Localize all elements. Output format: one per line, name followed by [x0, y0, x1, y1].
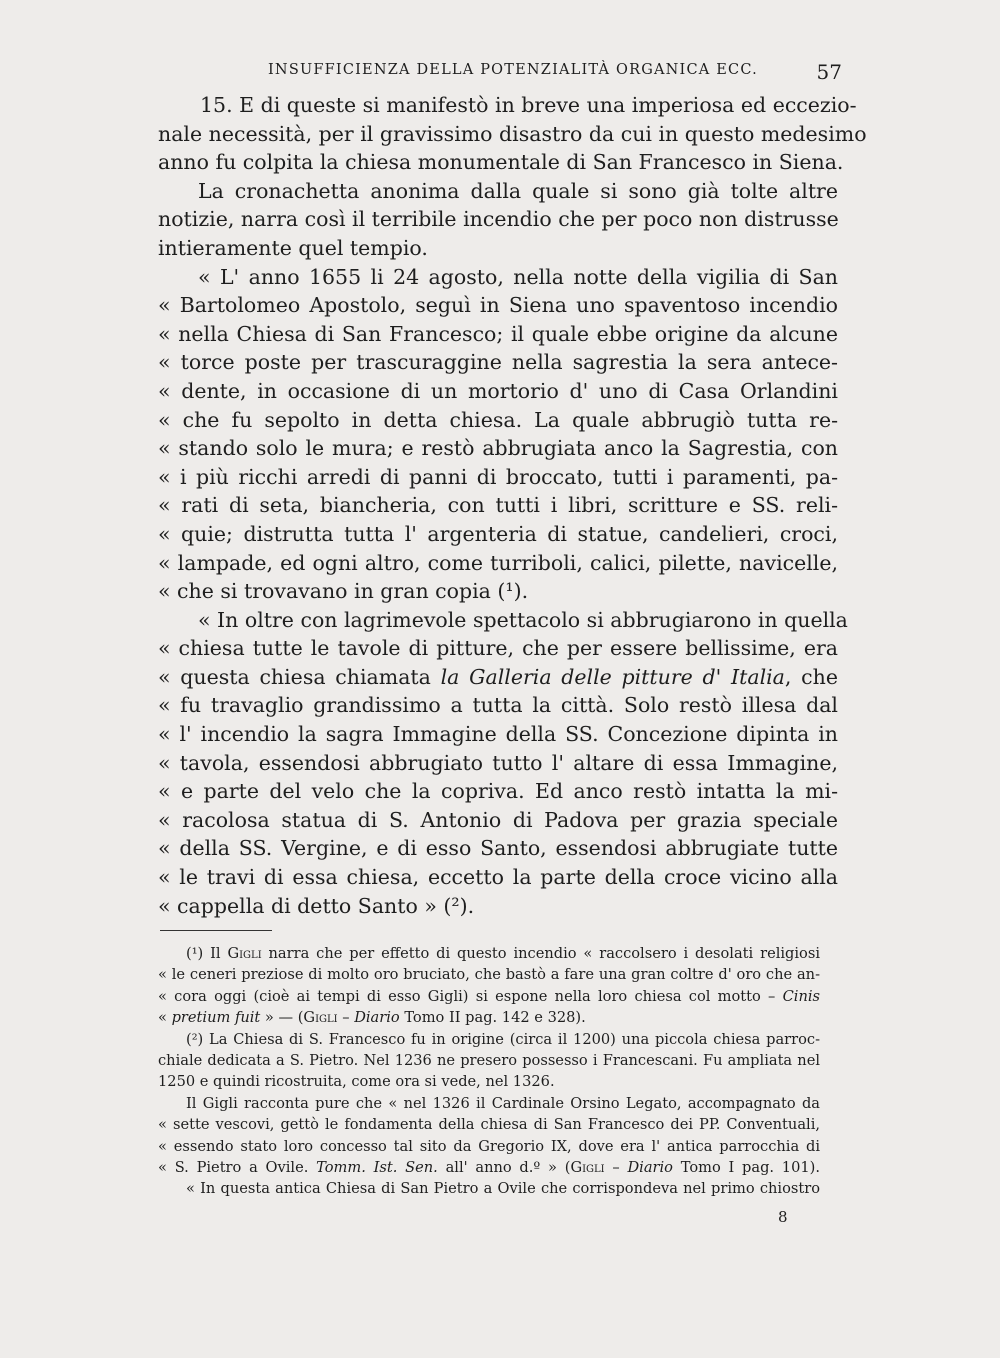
text-line: « rati di seta, biancheria, con tutti i libri, scritture e SS. reli- — [158, 493, 838, 518]
footnote-2 — [158, 1029, 820, 1093]
text-run: Tomo I pag. 101). — [672, 1159, 820, 1177]
text-line — [158, 943, 820, 964]
italic-title: la Galleria delle pitture d' Italia — [440, 664, 785, 689]
text-line: La cronachetta anonima dalla quale si sono già tolte altre — [198, 178, 838, 203]
text-run: Tomo II pag. 142 e 328). — [399, 1009, 586, 1027]
text-run: « — [158, 1009, 172, 1027]
text-line — [158, 1157, 820, 1178]
text-line — [158, 663, 838, 692]
text-line: nale necessità, per il gravissimo disastro da cui in questo medesimo — [158, 121, 867, 146]
text-line: « In oltre con lagrimevole spettacolo si abbrugiarono in quella — [198, 607, 848, 632]
text-line — [158, 1007, 820, 1028]
page-number: 57 — [816, 60, 842, 84]
italic-motto: pretium fuit — [171, 1009, 261, 1027]
text-line: « lampade, ed ogni altro, come turriboli, calici, pilette, navicelle, — [158, 550, 838, 575]
running-title: INSUFFICIENZA DELLA POTENZIALITÀ ORGANICA ECC. — [268, 62, 758, 78]
text-run: – — [604, 1159, 628, 1177]
footnote-1 — [158, 943, 820, 1029]
paragraph-15 — [158, 91, 867, 177]
text-line: « stando solo le mura; e restò abbrugiata anco la Sagrestia, con — [158, 436, 838, 461]
text-line: « e parte del velo che la copriva. Ed anco restò intatta la mi- — [158, 779, 838, 804]
text-run: « S. Pietro a Ovile. — [158, 1159, 317, 1177]
footnote-2-continued — [158, 1093, 820, 1179]
text-line: « che si trovavano in gran copia (¹). — [158, 579, 529, 604]
author-name: Gigli — [227, 945, 262, 962]
text-line: (²) La Chiesa di S. Francesco fu in origine (circa il 1200) una piccola chiesa parroc- — [186, 1030, 820, 1048]
text-line: chiale dedicata a S. Pietro. Nel 1236 ne presero possesso i Francescani. Fu ampliata nel — [158, 1052, 820, 1070]
text-line: « In questa antica Chiesa di San Pietro a Ovile che corrispondeva nel primo chiostro — [186, 1180, 820, 1198]
quote-paragraph-1 — [158, 263, 838, 606]
text-line: 15. E di queste si manifestò in breve una imperiosa ed eccezio- — [200, 93, 857, 117]
text-line: « le travi di essa chiesa, eccetto la parte della croce vicino alla — [158, 865, 838, 890]
signature-mark: 8 — [778, 1208, 788, 1226]
text-run: narra che per effetto di questo incendio « raccolsero i desolati religiosi — [261, 945, 820, 962]
text-line: « tavola, essendosi abbrugiato tutto l' altare di essa Immagine, — [158, 750, 838, 775]
text-line: « che fu sepolto in detta chiesa. La quale abbrugiò tutta re- — [158, 407, 838, 432]
italic-title: Tomm. Ist. Sen. — [316, 1159, 438, 1177]
text-line: « fu travaglio grandissimo a tutta la città. Solo restò illesa dal — [158, 693, 838, 718]
text-line: « racolosa statua di S. Antonio di Padova per grazia speciale — [158, 807, 838, 832]
text-line: anno fu colpita la chiesa monumentale di San Francesco in Siena. — [158, 150, 844, 175]
quote-paragraph-2 — [158, 606, 848, 921]
text-run: – — [337, 1009, 355, 1027]
text-line: intieramente quel tempio. — [158, 235, 428, 260]
text-run: all' anno d.º » ( — [437, 1159, 571, 1177]
text-line: « nella Chiesa di San Francesco; il quale ebbe origine da alcune — [158, 321, 838, 346]
footnote-divider — [160, 930, 272, 931]
text-line: « cappella di detto Santo » (²). — [158, 893, 475, 918]
text-run: (¹) Il — [186, 945, 228, 962]
italic-motto: Cinis — [782, 987, 820, 1005]
author-name: Gigli — [303, 1009, 338, 1027]
italic-title: Diario — [627, 1159, 673, 1177]
footnotes — [158, 943, 820, 1200]
text-line: notizie, narra così il terribile incendio che per poco non distrusse — [158, 207, 839, 232]
text-line: « chiesa tutte le tavole di pitture, che per essere bellissime, era — [158, 636, 838, 661]
text-line: « quie; distrutta tutta l' argenteria di statue, candelieri, croci, — [158, 521, 838, 546]
paragraph-cronachetta — [158, 177, 838, 263]
text-line — [158, 986, 820, 1007]
text-line: « i più ricchi arredi di panni di broccato, tutti i paramenti, pa- — [158, 464, 838, 489]
text-line: « essendo stato loro concesso tal sito da Gregorio IX, dove era l' antica parrocchia di — [158, 1137, 820, 1155]
italic-title: Diario — [354, 1009, 400, 1027]
text-line: « dente, in occasione di un mortorio d' uno di Casa Orlandini — [158, 378, 838, 403]
text-line: « l' incendio la sagra Immagine della SS. Concezione dipinta in — [158, 722, 838, 747]
author-name: Gigli — [570, 1159, 605, 1177]
footnote-2-quote — [158, 1178, 820, 1199]
text-run: , che — [784, 664, 838, 689]
text-run: « cora oggi (cioè ai tempi di esso Gigli) si espone nella loro chiesa col motto – — [158, 987, 783, 1005]
main-text — [158, 91, 867, 920]
text-line: Il Gigli racconta pure che « nel 1326 il Cardinale Orsino Legato, accompagnato da — [186, 1094, 820, 1112]
text-line: « le ceneri preziose di molto oro bruciato, che bastò a fare una gran coltre d' oro che an- — [158, 966, 820, 984]
text-run: » — ( — [260, 1009, 304, 1027]
text-line: « sette vescovi, gettò le fondamenta della chiesa di San Francesco dei PP. Conventuali, — [158, 1116, 820, 1134]
text-line: 1250 e quindi ricostruita, come ora si vede, nel 1326. — [158, 1073, 555, 1091]
text-line: « della SS. Vergine, e di esso Santo, essendosi abbrugiate tutte — [158, 836, 838, 861]
text-line: « torce poste per trascuraggine nella sagrestia la sera antece- — [158, 350, 838, 375]
text-line: « Bartolomeo Apostolo, seguì in Siena uno spaventoso incendio — [158, 293, 838, 318]
text-line: « L' anno 1655 li 24 agosto, nella notte della vigilia di San — [198, 264, 838, 289]
text-run: « questa chiesa chiamata — [158, 664, 441, 689]
